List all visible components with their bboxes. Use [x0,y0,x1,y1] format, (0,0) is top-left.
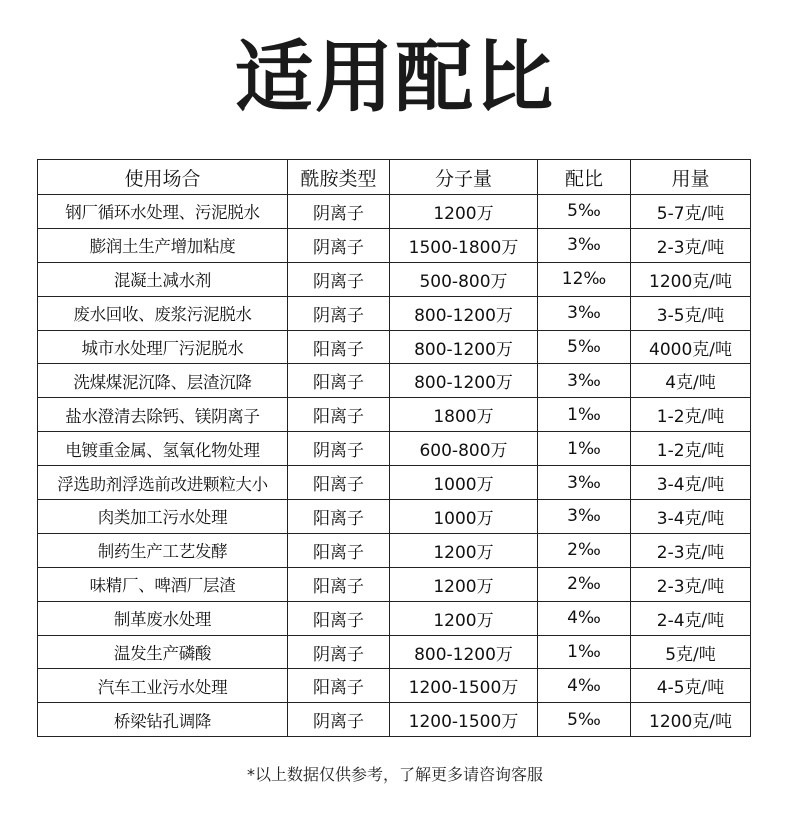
cell-amide-type: 阴离子 [288,228,390,262]
cell-amide-type: 阳离子 [288,466,390,500]
cell-amide-type: 阳离子 [288,567,390,601]
cell-molecular-weight: 800-1200万 [390,330,538,364]
header-molecular-weight: 分子量 [390,160,538,195]
cell-molecular-weight: 800-1200万 [390,296,538,330]
cell-dosage: 2-3克/吨 [631,533,751,567]
cell-occasion: 电镀重金属、氢氧化物处理 [38,432,288,466]
cell-dosage: 4克/吨 [631,364,751,398]
cell-molecular-weight: 1200-1500万 [390,669,538,703]
table-row [38,601,751,635]
header-dosage: 用量 [631,160,751,195]
table-row [38,228,751,262]
cell-amide-type: 阳离子 [288,601,390,635]
cell-dosage: 3-5克/吨 [631,296,751,330]
cell-molecular-weight: 1200-1500万 [390,703,538,737]
table-row [38,296,751,330]
cell-ratio: 2‰ [538,567,631,601]
cell-amide-type: 阳离子 [288,330,390,364]
cell-dosage: 3-4克/吨 [631,466,751,500]
cell-amide-type: 阴离子 [288,635,390,669]
cell-occasion: 肉类加工污水处理 [38,500,288,534]
table-row [38,567,751,601]
cell-amide-type: 阴离子 [288,703,390,737]
cell-ratio: 4‰ [538,669,631,703]
cell-molecular-weight: 1000万 [390,500,538,534]
cell-occasion: 浮选助剂浮选前改进颗粒大小 [38,466,288,500]
cell-dosage: 2-3克/吨 [631,228,751,262]
table-row [38,466,751,500]
cell-ratio: 3‰ [538,228,631,262]
cell-dosage: 2-3克/吨 [631,567,751,601]
cell-amide-type: 阳离子 [288,533,390,567]
cell-ratio: 3‰ [538,364,631,398]
cell-amide-type: 阳离子 [288,398,390,432]
cell-molecular-weight: 1200万 [390,601,538,635]
cell-dosage: 1200克/吨 [631,262,751,296]
cell-occasion: 制药生产工艺发酵 [38,533,288,567]
cell-occasion: 温发生产磷酸 [38,635,288,669]
cell-dosage: 3-4克/吨 [631,500,751,534]
cell-occasion: 膨润土生产增加粘度 [38,228,288,262]
table-row [38,703,751,737]
cell-molecular-weight: 800-1200万 [390,364,538,398]
cell-occasion: 城市水处理厂污泥脱水 [38,330,288,364]
cell-dosage: 1-2克/吨 [631,432,751,466]
cell-occasion: 钢厂循环水处理、污泥脱水 [38,195,288,229]
table-row [38,330,751,364]
cell-ratio: 1‰ [538,432,631,466]
ratio-table [37,159,751,737]
cell-molecular-weight: 1500-1800万 [390,228,538,262]
cell-molecular-weight: 1200万 [390,533,538,567]
cell-molecular-weight: 1000万 [390,466,538,500]
cell-occasion: 汽车工业污水处理 [38,669,288,703]
cell-ratio: 1‰ [538,635,631,669]
cell-ratio: 3‰ [538,296,631,330]
cell-occasion: 废水回收、废浆污泥脱水 [38,296,288,330]
cell-dosage: 1-2克/吨 [631,398,751,432]
cell-molecular-weight: 600-800万 [390,432,538,466]
cell-occasion: 桥梁钻孔调降 [38,703,288,737]
cell-ratio: 5‰ [538,195,631,229]
cell-ratio: 2‰ [538,533,631,567]
cell-dosage: 5-7克/吨 [631,195,751,229]
cell-ratio: 3‰ [538,500,631,534]
cell-amide-type: 阳离子 [288,364,390,398]
cell-occasion: 洗煤煤泥沉降、层渣沉降 [38,364,288,398]
cell-ratio: 4‰ [538,601,631,635]
cell-amide-type: 阴离子 [288,296,390,330]
cell-dosage: 1200克/吨 [631,703,751,737]
table-row [38,533,751,567]
cell-ratio: 1‰ [538,398,631,432]
header-amide-type: 酰胺类型 [288,160,390,195]
cell-ratio: 12‰ [538,262,631,296]
table-header [38,160,751,195]
table-row [38,364,751,398]
table-row [38,500,751,534]
table-row [38,195,751,229]
cell-dosage: 4-5克/吨 [631,669,751,703]
cell-amide-type: 阳离子 [288,500,390,534]
cell-amide-type: 阴离子 [288,195,390,229]
cell-amide-type: 阳离子 [288,669,390,703]
cell-occasion: 盐水澄清去除钙、镁阴离子 [38,398,288,432]
cell-occasion: 味精厂、啤酒厂层渣 [38,567,288,601]
cell-dosage: 4000克/吨 [631,330,751,364]
header-occasion: 使用场合 [38,160,288,195]
table-row [38,262,751,296]
cell-amide-type: 阴离子 [288,432,390,466]
cell-ratio: 3‰ [538,466,631,500]
cell-amide-type: 阴离子 [288,262,390,296]
table-body [38,195,751,737]
cell-molecular-weight: 1200万 [390,567,538,601]
table-row [38,398,751,432]
cell-dosage: 5克/吨 [631,635,751,669]
table-row [38,432,751,466]
page-title: 适用配比 [234,33,555,123]
cell-occasion: 制革废水处理 [38,601,288,635]
footnote: *以上数据仅供参考，了解更多请咨询客服 [246,765,543,784]
cell-molecular-weight: 500-800万 [390,262,538,296]
header-row [38,160,751,195]
header-ratio: 配比 [538,160,631,195]
cell-ratio: 5‰ [538,330,631,364]
table-row [38,669,751,703]
cell-molecular-weight: 1200万 [390,195,538,229]
cell-molecular-weight: 800-1200万 [390,635,538,669]
table-row [38,635,751,669]
cell-dosage: 2-4克/吨 [631,601,751,635]
cell-ratio: 5‰ [538,703,631,737]
cell-molecular-weight: 1800万 [390,398,538,432]
cell-occasion: 混凝土减水剂 [38,262,288,296]
